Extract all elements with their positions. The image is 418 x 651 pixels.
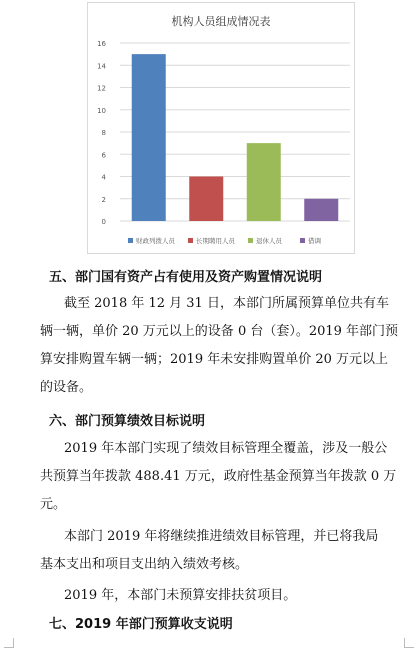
section-5-line-4: 的设备。	[40, 380, 93, 395]
y-tick-label: 10	[97, 106, 106, 115]
section-6-p2-line-1: 本部门 2019 年将继续推进绩效目标管理，并已将我局	[64, 529, 379, 544]
section-6-p3-line-1: 2019 年，本部门未预算安排扶贫项目。	[64, 588, 297, 603]
bar-4	[304, 199, 338, 221]
y-tick-label: 6	[101, 151, 106, 160]
bar-2	[189, 177, 223, 222]
section-6-p1-line-2: 共预算当年拨款 488.41 万元，政府性基金预算当年拨款 0 万	[40, 469, 397, 484]
y-tick-label: 4	[101, 173, 106, 182]
y-tick-label: 2	[101, 195, 106, 204]
chart-canvas	[88, 3, 356, 255]
legend-label: 长期聘用人员	[196, 237, 235, 245]
legend-swatch	[128, 238, 133, 243]
bar-3	[247, 143, 281, 221]
legend-swatch	[248, 238, 253, 243]
y-tick-label: 14	[97, 62, 106, 71]
legend-swatch	[188, 238, 193, 243]
bar-chart	[87, 2, 355, 254]
y-tick-label: 8	[101, 129, 106, 137]
section-5-line-1: 截至 2018 年 12 月 31 日，本部门所属预算单位共有车	[64, 296, 389, 311]
section-5-line-3: 算安排购置车辆一辆；2019 年未安排购置单价 20 万元以上	[40, 352, 389, 367]
corner-mark-right	[404, 638, 414, 648]
legend-label: 财政列拨人员	[136, 237, 175, 245]
legend-label: 退休人员	[256, 237, 282, 245]
corner-mark-left	[4, 638, 14, 648]
section-6-p1-line-1: 2019 年本部门实现了绩效目标管理全覆盖，涉及一般公	[64, 441, 388, 456]
section-6-heading: 六、部门预算绩效目标说明	[49, 414, 206, 429]
chart-title: 机构人员组成情况表	[171, 15, 271, 28]
y-tick-label: 12	[97, 84, 106, 93]
legend-label: 借调	[308, 237, 321, 245]
y-tick-label: 0	[101, 218, 106, 226]
section-6-p2-line-2: 基本支出和项目支出纳入绩效考核。	[40, 557, 249, 572]
y-tick-label: 16	[97, 40, 106, 48]
section-5-heading: 五、部门国有资产占有使用及资产购置情况说明	[49, 270, 323, 285]
section-6-p1-line-3: 元。	[40, 497, 67, 512]
section-5-line-2: 辆一辆，单价 20 万元以上的设备 0 台（套）。2019 年部门预	[40, 324, 399, 339]
section-7-heading: 七、2019 年部门预算收支说明	[49, 617, 233, 632]
bar-1	[132, 54, 166, 221]
legend-swatch	[300, 238, 305, 243]
